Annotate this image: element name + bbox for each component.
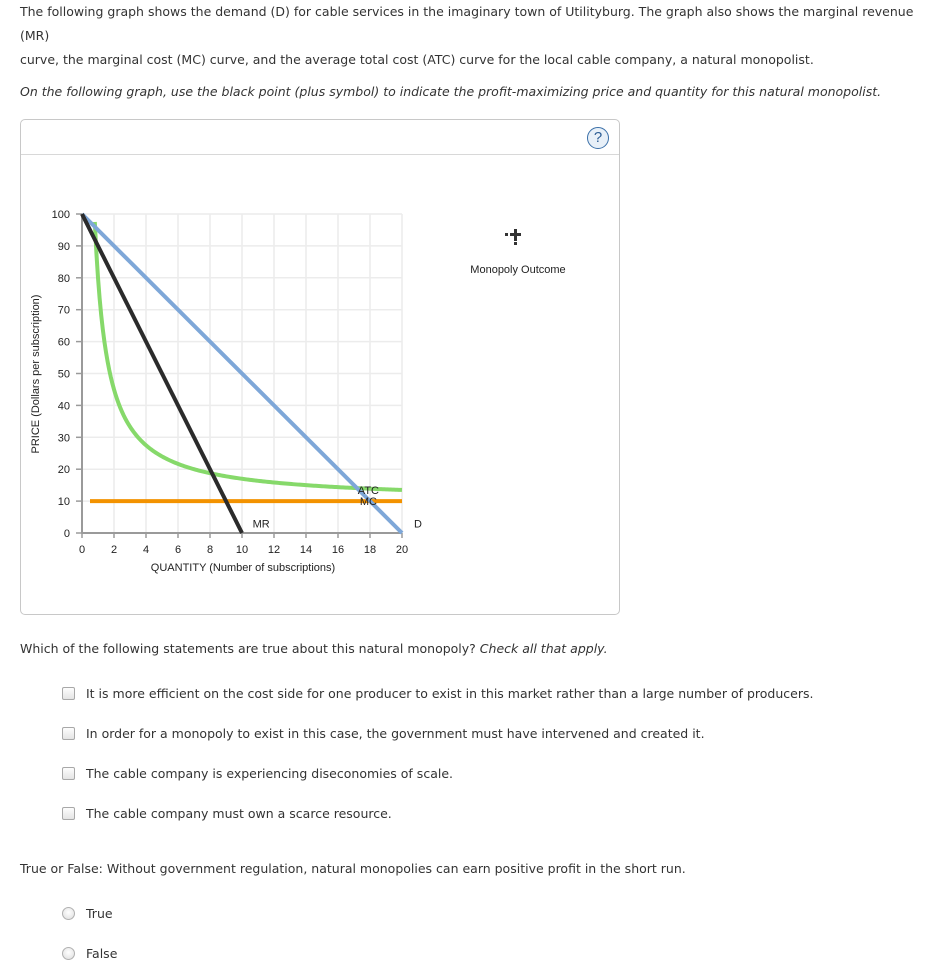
graph-instruction: On the following graph, use the black point (plus symbol) to indicate the profit-maximizing price and quantity for this natural monopolist. (20, 84, 882, 99)
intro-line-2: curve, the marginal cost (MC) curve, and the average total cost (ATC) curve for the local cable company, a natural monopolist. (20, 52, 814, 67)
monopoly-outcome-label: Monopoly Outcome (470, 264, 566, 276)
radio-option-true[interactable]: True (62, 906, 113, 921)
checkbox-option-4[interactable]: The cable company must own a scarce resource. (62, 806, 392, 821)
svg-text:10: 10 (57, 496, 70, 509)
svg-text:16: 16 (331, 544, 345, 556)
checkbox[interactable] (62, 687, 75, 700)
svg-text:18: 18 (363, 544, 377, 556)
svg-text:10: 10 (235, 544, 249, 556)
svg-text:2: 2 (110, 544, 118, 556)
question-2-prompt: True or False: Without government regulation, natural monopolies can earn positive profit in the short run. (20, 861, 686, 876)
svg-text:20: 20 (57, 464, 70, 477)
atc-label: ATC (357, 484, 379, 497)
atc-curve (95, 222, 402, 490)
mr-label: MR (252, 518, 270, 531)
x-axis-label: QUANTITY (Number of subscriptions) (150, 562, 336, 574)
question-1-hint: Check all that apply. (479, 641, 608, 656)
svg-text:60: 60 (57, 336, 70, 349)
checkbox[interactable] (62, 767, 75, 780)
monopoly-chart[interactable] (21, 120, 619, 614)
checkbox[interactable] (62, 807, 75, 820)
checkbox[interactable] (62, 727, 75, 740)
svg-text:80: 80 (57, 272, 70, 285)
svg-text:0: 0 (63, 528, 70, 540)
radio-button[interactable] (62, 947, 75, 960)
plus-dot-icon (505, 233, 508, 236)
svg-text:20: 20 (395, 544, 409, 556)
question-1-prompt: Which of the following statements are true about this natural monopoly? Check all that apply. (20, 641, 608, 656)
svg-text:50: 50 (57, 368, 70, 381)
radio-option-false[interactable]: False (62, 946, 117, 961)
svg-text:6: 6 (174, 544, 182, 556)
svg-text:12: 12 (267, 544, 281, 556)
monopoly-outcome-tool[interactable] (505, 229, 521, 245)
d-label: D (414, 518, 422, 531)
svg-text:14: 14 (299, 544, 313, 556)
svg-text:30: 30 (57, 432, 70, 445)
checkbox-option-3[interactable]: The cable company is experiencing diseconomies of scale. (62, 766, 453, 781)
svg-text:90: 90 (57, 240, 70, 253)
y-axis-label: PRICE (Dollars per subscription) (30, 294, 42, 454)
help-icon[interactable]: ? (587, 127, 609, 149)
graph-panel (20, 119, 620, 615)
svg-text:0: 0 (78, 544, 86, 556)
svg-text:8: 8 (206, 544, 214, 556)
mc-label: MC (359, 496, 377, 509)
checkbox-option-2[interactable]: In order for a monopoly to exist in this case, the government must have intervened and created it. (62, 726, 705, 741)
svg-text:4: 4 (142, 544, 150, 556)
svg-text:70: 70 (57, 304, 70, 317)
intro-line-1: The following graph shows the demand (D) for cable services in the imaginary town of Utilityburg. The graph also shows the marginal revenue (MR) (20, 4, 914, 43)
svg-text:100: 100 (51, 209, 70, 221)
svg-text:40: 40 (57, 400, 70, 413)
intro-text (20, 0, 920, 72)
radio-button[interactable] (62, 907, 75, 920)
checkbox-option-1[interactable]: It is more efficient on the cost side for one producer to exist in this market rather than a large number of producers. (62, 686, 813, 701)
